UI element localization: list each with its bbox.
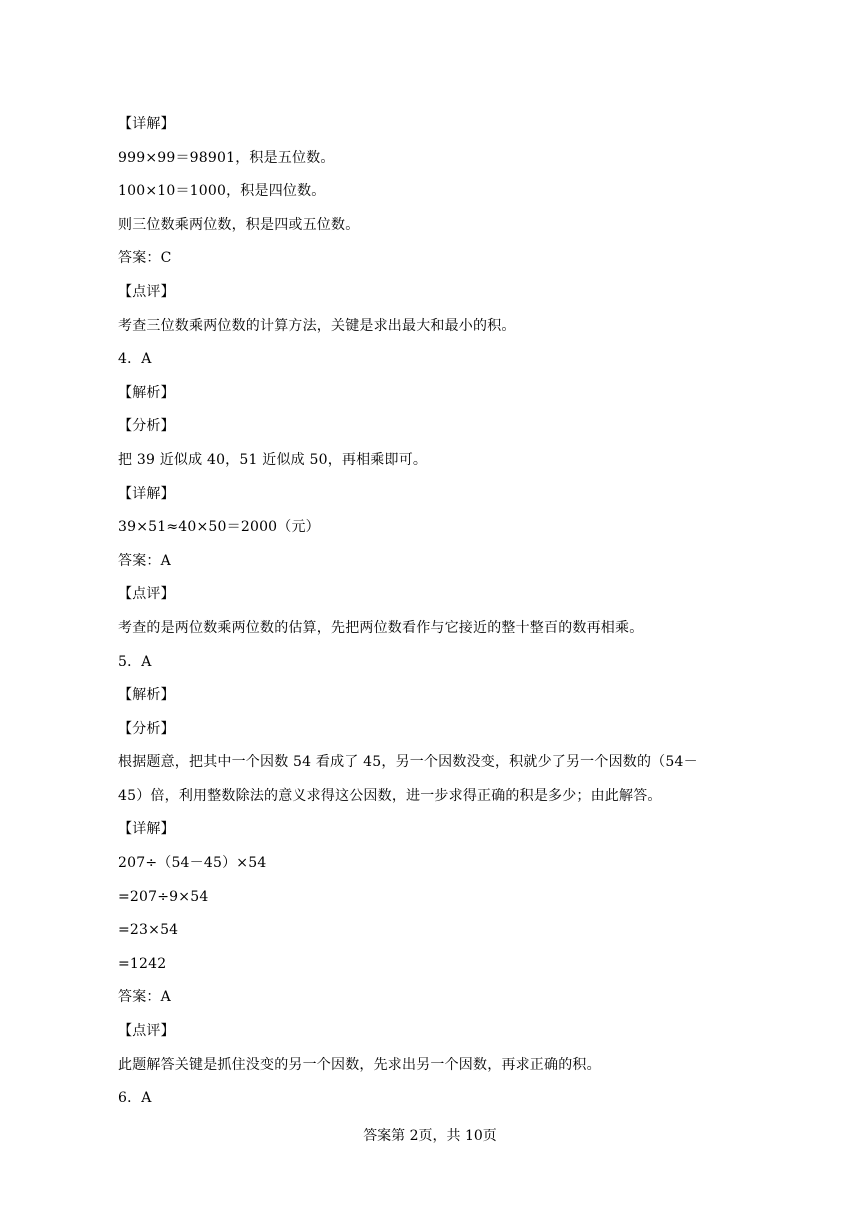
equation-line: =207÷9×54 (118, 888, 209, 905)
text-line: 45）倍，利用整数除法的意义求得这公因数，进一步求得正确的积是多少；由此解答。 (118, 787, 662, 804)
equation-line: 39×51≈40×50＝2000（元） (118, 519, 320, 536)
text-line: 此题解答关键是抓住没变的另一个因数，先求出另一个因数，再求正确的积。 (118, 1056, 601, 1073)
section-heading-detail: 【详解】 (118, 485, 175, 502)
page-footer: 答案第 2页，共 10页 (363, 1128, 497, 1144)
answer-line: 答案：A (118, 552, 171, 569)
text-line: 100×10＝1000，积是四位数。 (118, 183, 326, 200)
equation-line: =1242 (118, 955, 167, 972)
question-number: 5．A (118, 653, 152, 670)
text-line: 则三位数乘两位数，积是四或五位数。 (118, 216, 360, 233)
section-heading-detail: 【详解】 (118, 821, 175, 838)
text-line: 考查三位数乘两位数的计算方法，关键是求出最大和最小的积。 (118, 317, 516, 334)
text-line: 999×99＝98901，积是五位数。 (118, 149, 335, 166)
section-heading-comment: 【点评】 (118, 586, 175, 603)
text-line: 把 39 近似成 40，51 近似成 50，再相乘即可。 (118, 451, 428, 468)
text-line: 考查的是两位数乘两位数的估算，先把两位数看作与它接近的整十整百的数再相乘。 (118, 619, 644, 636)
answer-line: 答案：C (118, 250, 172, 267)
question-number: 6．A (118, 1090, 152, 1107)
text-line: 根据题意，把其中一个因数 54 看成了 45，另一个因数没变，积就少了另一个因数的（54－ (118, 754, 698, 771)
section-heading-comment: 【点评】 (118, 283, 175, 300)
section-heading-detail: 【详解】 (118, 116, 175, 132)
question-number: 4．A (118, 351, 152, 368)
section-heading-comment: 【点评】 (118, 1023, 175, 1040)
equation-line: 207÷（54－45）×54 (118, 855, 267, 872)
section-heading-analysis: 【解析】 (118, 687, 175, 704)
answer-line: 答案：A (118, 989, 171, 1006)
equation-line: =23×54 (118, 922, 179, 939)
answer-content (118, 108, 758, 1116)
section-heading-analyze: 【分析】 (118, 418, 175, 435)
section-heading-analyze: 【分析】 (118, 720, 175, 737)
section-heading-analysis: 【解析】 (118, 384, 175, 401)
